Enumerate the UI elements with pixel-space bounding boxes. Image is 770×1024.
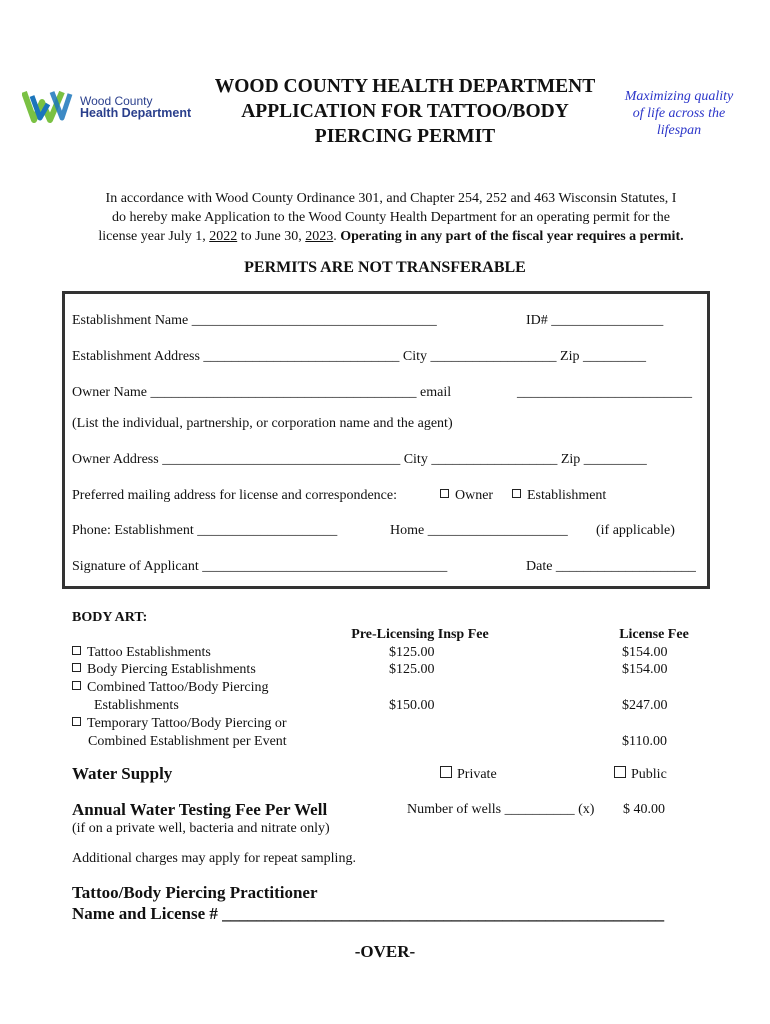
mailing-establishment-label: Establishment — [527, 488, 607, 503]
practitioner-label: Tattoo/Body Piercing Practitioner — [72, 883, 318, 902]
practitioner-license-field[interactable]: Name and License # ____________________________________________________ — [72, 904, 665, 923]
temporary-license-fee: $110.00 — [622, 734, 667, 749]
owner-address-field[interactable]: Owner Address __________________________________ City __________________ Zip _________ — [72, 452, 647, 467]
public-label: Public — [631, 767, 667, 782]
public-checkbox[interactable] — [614, 766, 626, 778]
tattoo-checkbox[interactable] — [72, 646, 81, 655]
body-piercing-option[interactable] — [72, 662, 256, 678]
phone-home-field[interactable]: Home ____________________ — [390, 523, 568, 538]
intro-line3-b: to June 30, — [237, 229, 306, 244]
tagline — [614, 88, 744, 139]
combined-label-2: Establishments — [94, 698, 179, 713]
mailing-owner-option[interactable] — [440, 488, 493, 504]
body-piercing-license-fee: $154.00 — [622, 662, 668, 677]
establishment-address-field[interactable]: Establishment Address ____________________________ City __________________ Zip _________ — [72, 349, 646, 364]
title-line2: APPLICATION FOR TATTOO/BODY — [241, 101, 569, 122]
owner-email-field[interactable]: _________________________ — [517, 385, 692, 400]
owner-checkbox[interactable] — [440, 489, 449, 498]
mailing-preference-label: Preferred mailing address for license and correspondence: — [72, 488, 397, 503]
id-field[interactable]: ID# ________________ — [526, 313, 664, 328]
intro-line2: do hereby make Application to the Wood County Health Department for an operating permit for the — [111, 210, 671, 225]
logo-text — [80, 95, 191, 119]
water-private-option[interactable] — [440, 766, 497, 783]
intro-permit-requirement: Operating in any part of the fiscal year requires a permit. — [336, 229, 684, 244]
body-piercing-label: Body Piercing Establishments — [87, 662, 256, 677]
tattoo-pre-fee: $125.00 — [389, 645, 435, 660]
body-piercing-checkbox[interactable] — [72, 663, 81, 672]
water-testing-note: (if on a private well, bacteria and nitrate only) — [72, 821, 330, 836]
private-label: Private — [457, 767, 497, 782]
pre-licensing-header: Pre-Licensing Insp Fee — [351, 627, 489, 642]
phone-establishment-field[interactable]: Phone: Establishment ____________________ — [72, 523, 338, 538]
intro-line1: In accordance with Wood County Ordinance 301, and Chapter 254, 252 and 463 Wisconsin Statutes, I — [105, 191, 677, 206]
combined-checkbox[interactable] — [72, 681, 81, 690]
temporary-option[interactable] — [72, 716, 287, 732]
private-checkbox[interactable] — [440, 766, 452, 778]
water-testing-fee: $ 40.00 — [623, 802, 665, 817]
tattoo-license-fee: $154.00 — [622, 645, 668, 660]
logo-line2: Health Department — [80, 106, 192, 120]
combined-license-fee: $247.00 — [622, 698, 668, 713]
phone-if-applicable: (if applicable) — [596, 523, 675, 538]
combined-option[interactable] — [72, 680, 269, 696]
title-line3: PIERCING PERMIT — [314, 126, 496, 147]
mailing-owner-label: Owner — [455, 488, 494, 503]
mailing-establishment-option[interactable] — [512, 488, 606, 504]
body-piercing-pre-fee: $125.00 — [389, 662, 435, 677]
date-field[interactable]: Date ____________________ — [526, 559, 696, 574]
water-public-option[interactable] — [614, 766, 667, 783]
establishment-name-field[interactable]: Establishment Name ___________________________________ — [72, 313, 437, 328]
signature-field[interactable]: Signature of Applicant ___________________________________ — [72, 559, 448, 574]
combined-label: Combined Tattoo/Body Piercing — [87, 680, 269, 695]
owner-name-field[interactable]: Owner Name ______________________________________ email — [72, 385, 452, 400]
body-art-label: BODY ART: — [72, 610, 148, 625]
water-testing-label: Annual Water Testing Fee Per Well — [72, 800, 328, 819]
logo-line1: Wood County — [80, 94, 153, 108]
temporary-checkbox[interactable] — [72, 717, 81, 726]
title-line1: WOOD COUNTY HEALTH DEPARTMENT — [214, 76, 596, 97]
license-year-end: 2023 — [305, 229, 334, 244]
intro-paragraph — [66, 189, 716, 246]
permits-heading: PERMITS ARE NOT TRANSFERABLE — [244, 259, 526, 276]
tattoo-label: Tattoo Establishments — [87, 645, 211, 660]
tattoo-establishments-option[interactable] — [72, 645, 211, 661]
owner-list-note: (List the individual, partnership, or corporation name and the agent) — [72, 416, 453, 431]
number-of-wells-field[interactable]: Number of wells __________ (x) — [407, 802, 595, 817]
applicant-info-box — [62, 291, 710, 589]
intro-line3-c: . — [333, 229, 337, 244]
temporary-label-2: Combined Establishment per Event — [88, 734, 287, 749]
establishment-checkbox[interactable] — [512, 489, 521, 498]
tagline-line3: lifespan — [656, 123, 702, 138]
license-fee-header: License Fee — [619, 627, 689, 642]
tagline-line2: of life across the — [632, 106, 726, 121]
temporary-label: Temporary Tattoo/Body Piercing or — [87, 716, 287, 731]
tagline-line1: Maximizing quality — [624, 89, 734, 104]
page-title — [200, 74, 610, 149]
intro-line3 — [66, 227, 716, 246]
license-year-start: 2022 — [209, 229, 238, 244]
water-supply-label: Water Supply — [72, 764, 173, 783]
over-footer: -OVER- — [354, 942, 416, 961]
combined-pre-fee: $150.00 — [389, 698, 435, 713]
additional-charges-note: Additional charges may apply for repeat sampling. — [72, 851, 356, 866]
intro-line3-a: license year July 1, — [98, 229, 210, 244]
